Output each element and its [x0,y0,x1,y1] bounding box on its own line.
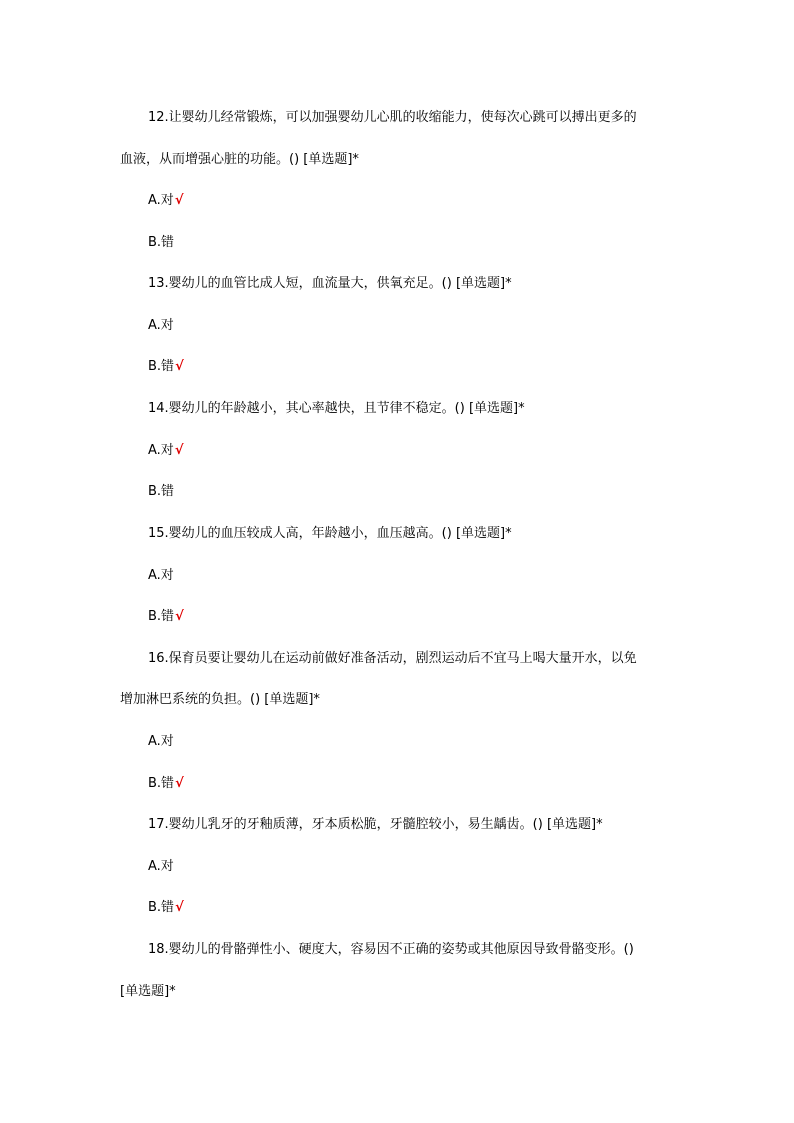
question-13-option-b [148,358,184,376]
correct-check-mark: √ [174,443,184,458]
option-label: A.对 [148,859,174,874]
option-label: B.错 [148,484,175,499]
question-15-text: 15.婴幼儿的血压较成人高，年龄越小，血压越高。() [单选题]* [148,526,512,541]
question-13-option-a [148,317,175,335]
option-label: B.错 [148,235,175,250]
option-label: B.错 [148,609,175,624]
question-17-option-a [148,858,175,876]
option-label: A.对 [148,193,174,208]
option-label: A.对 [148,734,174,749]
correct-check-mark: √ [175,776,184,791]
question-16-text-continued: 增加淋巴系统的负担。() [单选题]* [120,692,320,707]
question-16-option-a [148,733,175,751]
correct-check-mark: √ [175,359,184,374]
question-13-text: 13.婴幼儿的血管比成人短，血流量大，供氧充足。() [单选题]* [148,276,512,291]
question-14-option-b [148,483,175,501]
option-label: A.对 [148,568,174,583]
question-14-text: 14.婴幼儿的年龄越小，其心率越快，且节律不稳定。() [单选题]* [148,401,525,416]
question-15-option-b [148,608,184,626]
question-16-option-b [148,775,184,793]
question-16-text: 16.保育员要让婴幼儿在运动前做好准备活动，剧烈运动后不宜马上喝大量开水，以免 [148,651,637,666]
question-12-text-continued: 血液，从而增强心脏的功能。() [单选题]* [120,152,359,167]
option-label: B.错 [148,776,175,791]
option-label: B.错 [148,900,175,915]
question-12-option-b [148,234,175,252]
correct-check-mark: √ [175,900,184,915]
question-14-option-a [148,442,183,460]
option-label: A.对 [148,318,174,333]
correct-check-mark: √ [174,193,184,208]
question-12-option-a [148,192,183,210]
correct-check-mark: √ [175,609,184,624]
question-18-text-continued: [单选题]* [120,984,176,999]
question-15-option-a [148,567,175,585]
question-12-text: 12.让婴幼儿经常锻炼，可以加强婴幼儿心肌的收缩能力，使每次心跳可以搏出更多的 [148,110,637,125]
question-18-text: 18.婴幼儿的骨骼弹性小、硬度大，容易因不正确的姿势或其他原因导致骨骼变形。() [148,942,634,957]
question-17-option-b [148,899,184,917]
question-17-text: 17.婴幼儿乳牙的牙釉质薄，牙本质松脆，牙髓腔较小，易生龋齿。() [单选题]* [148,817,603,832]
option-label: B.错 [148,359,175,374]
option-label: A.对 [148,443,174,458]
